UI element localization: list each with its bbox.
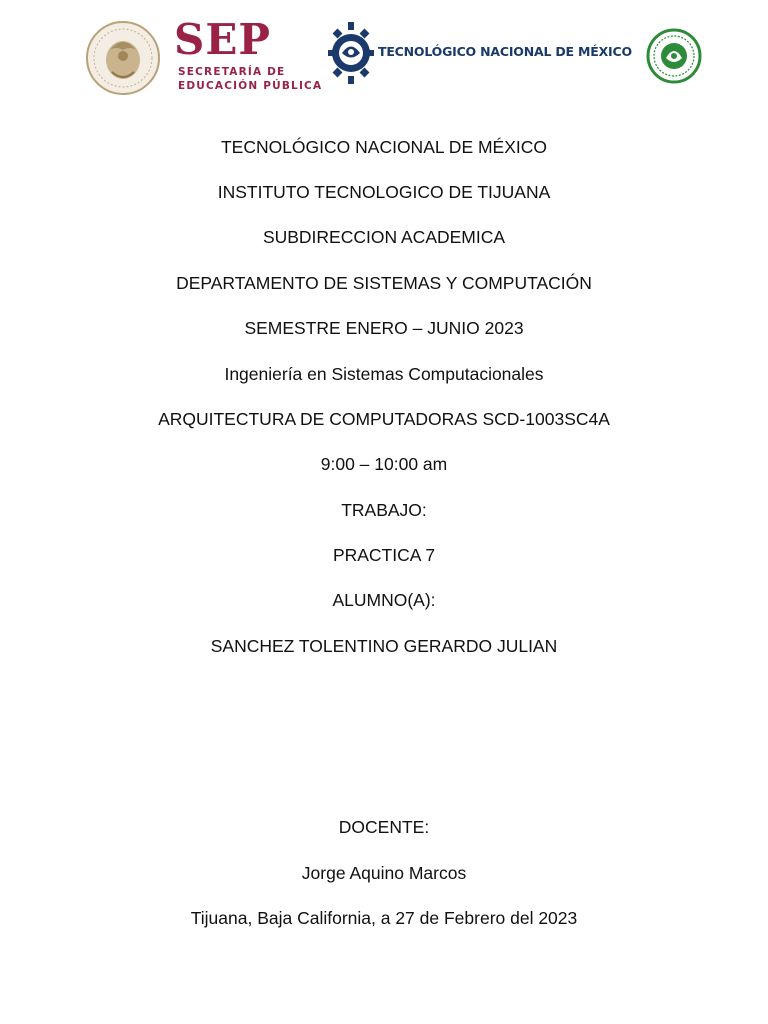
work-title: PRACTICA 7	[332, 545, 436, 565]
subdirection: SUBDIRECCION ACADEMICA	[262, 227, 506, 247]
teacher-name: Jorge Aquino Marcos	[301, 863, 467, 883]
itt-seal-icon	[646, 28, 702, 84]
sep-logo-line1: SECRETARÍA DE	[178, 66, 286, 78]
student-label: ALUMNO(A):	[332, 590, 436, 610]
student-name: SANCHEZ TOLENTINO GERARDO JULIAN	[210, 636, 558, 656]
work-label: TRABAJO:	[341, 500, 427, 520]
mexico-coat-of-arms-icon	[84, 20, 162, 96]
course: ARQUITECTURA DE COMPUTADORAS SCD-1003SC4A	[158, 409, 610, 429]
institute-name: INSTITUTO TECNOLOGICO DE TIJUANA	[217, 182, 551, 202]
sep-logo-line2: EDUCACIÓN PÚBLICA	[178, 80, 323, 92]
tecnm-wordmark: TECNOLÓGICO NACIONAL DE MÉXICO	[378, 44, 632, 59]
sep-logo	[172, 15, 324, 94]
career: Ingeniería en Sistemas Computacionales	[224, 364, 544, 384]
tecnm-gear-emblem-icon	[328, 22, 374, 84]
header-logos	[0, 14, 768, 94]
department: DEPARTAMENTO DE SISTEMAS Y COMPUTACIÓN	[176, 273, 592, 293]
teacher-label: DOCENTE:	[338, 817, 430, 837]
sep-logo-text: SEP	[174, 15, 271, 64]
place-date: Tijuana, Baja California, a 27 de Febrero del 2023	[190, 908, 578, 928]
semester: SEMESTRE ENERO – JUNIO 2023	[244, 318, 524, 338]
schedule: 9:00 – 10:00 am	[320, 454, 448, 474]
institution-national: TECNOLÓGICO NACIONAL DE MÉXICO	[220, 137, 548, 157]
